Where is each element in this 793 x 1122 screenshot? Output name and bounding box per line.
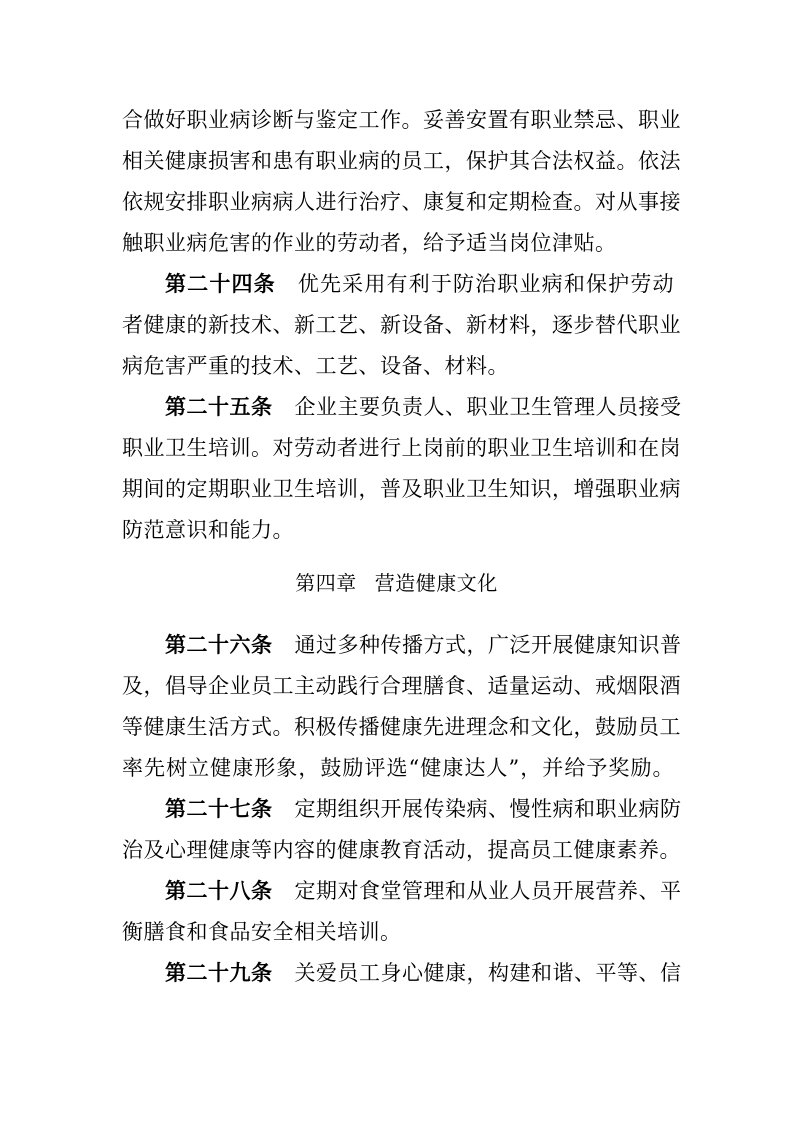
text-line: 及，倡导企业员工主动践行合理膳食、适量运动、戒烟限酒 [122, 674, 681, 698]
article-label: 第二十八条 [165, 879, 273, 903]
article-text: 定期对食堂管理和从业人员开展营养、平 [294, 879, 682, 903]
article-25 [165, 393, 682, 421]
text-line: 职业卫生培训。对劳动者进行上岗前的职业卫生培训和在岗 [122, 436, 681, 460]
article-label: 第二十四条 [165, 272, 276, 296]
text-line: 相关健康损害和患有职业病的员工，保护其合法权益。依法 [122, 149, 681, 173]
text-line: 依规安排职业病病人进行治疗、康复和定期检查。对从事接 [122, 190, 681, 214]
text-line: 衡膳食和食品安全相关培训。 [122, 920, 402, 944]
chapter-title: 营造健康文化 [374, 571, 498, 595]
text-line: 率先树立健康形象，鼓励评选“健康达人”，并给予奖励。 [122, 756, 674, 780]
article-24 [165, 270, 674, 298]
article-label: 第二十九条 [165, 961, 273, 985]
article-text: 优先采用有利于防治职业病和保护劳动 [297, 272, 675, 296]
text-line: 者健康的新技术、新工艺、新设备、新材料，逐步替代职业 [122, 313, 681, 337]
article-text: 关爱员工身心健康，构建和谐、平等、信 [294, 961, 682, 985]
article-text: 定期组织开展传染病、慢性病和职业病防 [294, 797, 682, 821]
text-line: 等健康生活方式。积极传播健康先进理念和文化，鼓励员工 [122, 715, 681, 739]
text-line: 病危害严重的技术、工艺、设备、材料。 [122, 354, 509, 378]
text-line: 触职业病危害的作业的劳动者，给予适当岗位津贴。 [122, 231, 617, 255]
article-label: 第二十五条 [165, 395, 273, 419]
text-line: 合做好职业病诊断与鉴定工作。妥善安置有职业禁忌、职业 [122, 108, 681, 132]
article-27 [165, 795, 682, 823]
article-label: 第二十七条 [165, 797, 273, 821]
article-label: 第二十六条 [165, 633, 273, 657]
article-text: 企业主要负责人、职业卫生管理人员接受 [294, 395, 682, 419]
chapter-heading [0, 569, 793, 597]
chapter-number: 第四章 [295, 571, 357, 595]
article-text: 通过多种传播方式，广泛开展健康知识普 [294, 633, 682, 657]
text-line: 治及心理健康等内容的健康教育活动，提高员工健康素养。 [122, 838, 681, 862]
text-line: 期间的定期职业卫生培训，普及职业卫生知识，增强职业病 [122, 477, 681, 501]
article-28 [165, 877, 682, 905]
article-29 [165, 959, 682, 987]
text-line: 防范意识和能力。 [122, 518, 294, 542]
article-26 [165, 631, 682, 659]
